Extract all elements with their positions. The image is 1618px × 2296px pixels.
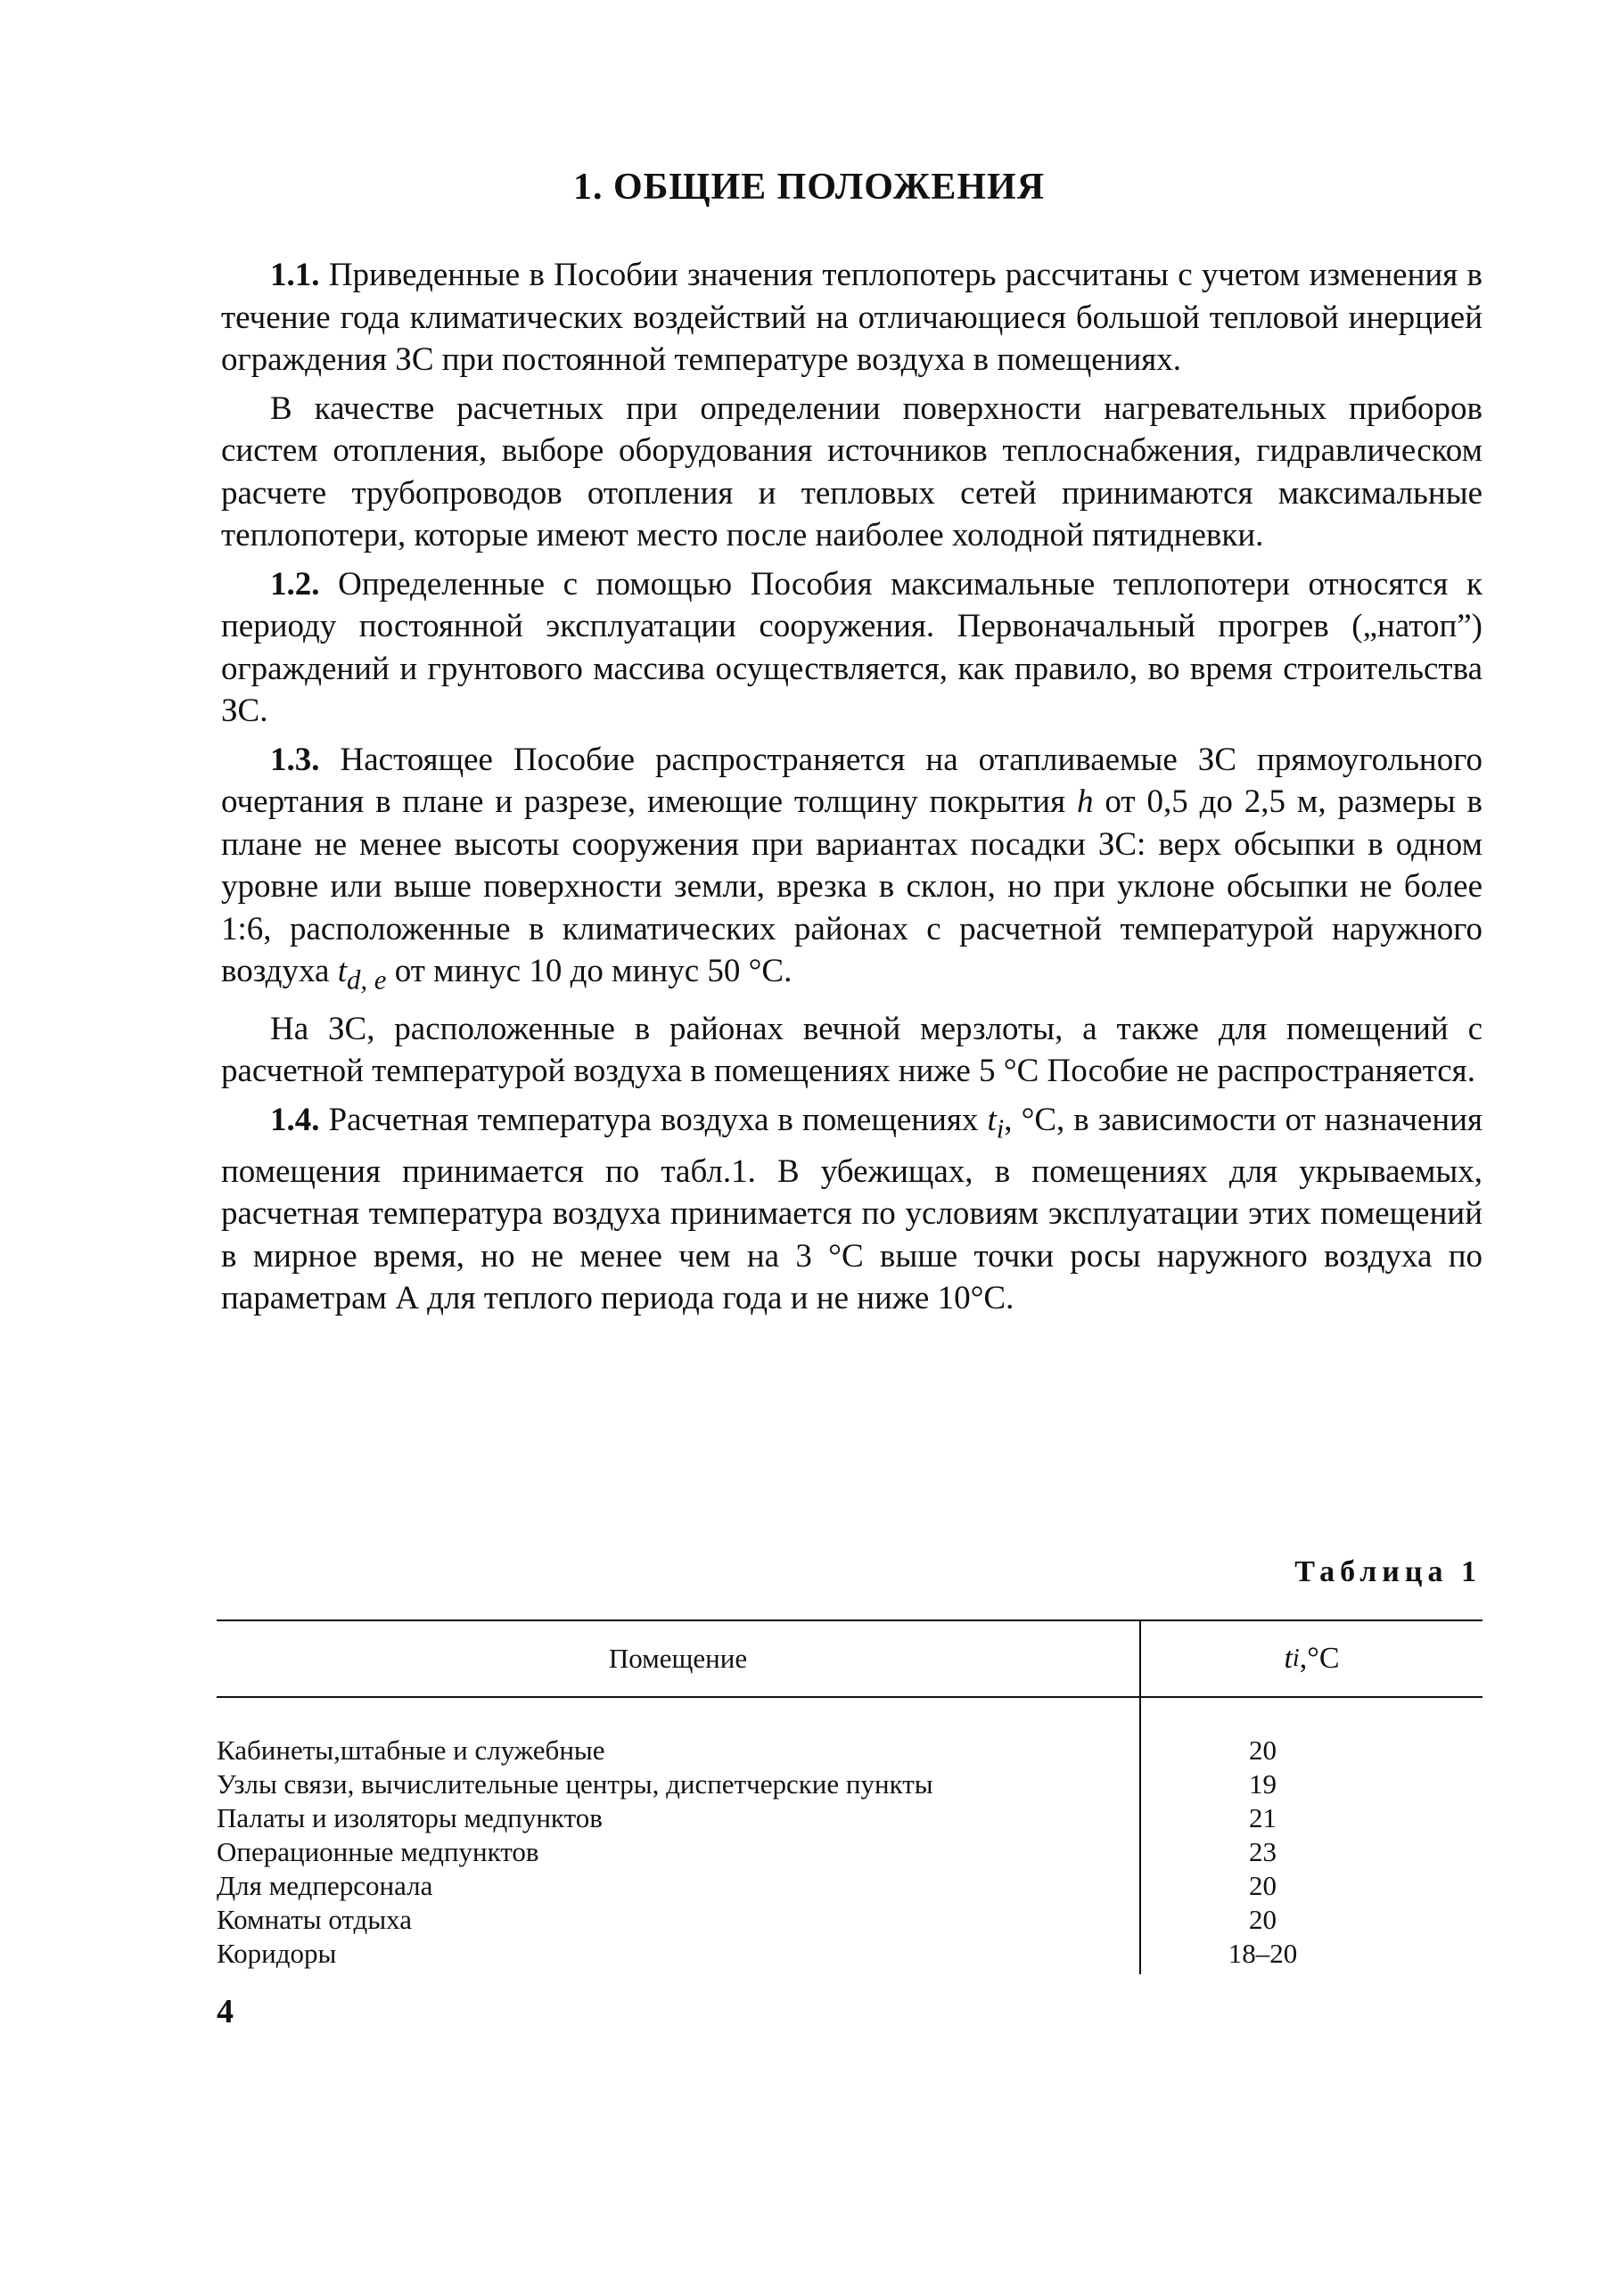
table-cell-temp: 20 [1249,1870,1277,1901]
paragraph-1-1-cont [221,388,1482,557]
table-cell-room: Для медперсонала [217,1870,433,1901]
table-cell-temp: 23 [1249,1836,1277,1867]
variable-symbol: t [337,953,347,989]
header-temp-subscript: i [1292,1644,1300,1672]
table-cell-room: Операционные медпунктов [217,1836,539,1867]
paragraph-number: 1.2. [270,565,320,603]
temperature-column [1141,1698,1482,1974]
section-heading: 1. ОБЩИЕ ПОЛОЖЕНИЯ [572,167,1046,208]
table-cell-room: Узлы связи, вычислительные центры, диспетчерские пункты [217,1768,933,1800]
paragraph-text: В качестве расчетных при определении поверхности нагревательных приборов систем отопления, выборе оборудования источников теплоснабжения, гидравлическом расчете трубопроводов отопления и тепловых сетей принимаются максимальные теплопотери, которые имеют место после наиболее холодной пятидневки. [221,390,1482,554]
table-cell-temp: 20 [1249,1904,1277,1935]
paragraph-1-1 [221,254,1482,381]
paragraph-1-3-cont [221,1008,1482,1093]
table-cell-room: Коридоры [217,1938,337,1969]
paragraph-number: 1.1. [270,257,320,293]
variable-subscript: d, e [346,964,387,996]
paragraph-number: 1.3. [270,741,320,778]
table-cell-temp: 21 [1249,1802,1277,1833]
paragraph-text: Настоящее Пособие распространяется на отапливаемые ЗС прямоугольного очертания в плане и разрезе, имеющие толщину покрытия [221,741,1482,820]
paragraph-1-4 [221,1099,1482,1320]
page-number: 4 [217,1993,234,2030]
table-cell-temp: 20 [1249,1734,1277,1766]
paragraph-text: Приведенные в Пособии значения теплопотерь рассчитаны с учетом изменения в течение года климатических воздействий на отличающиеся большой тепловой инерцией ограждения ЗС при постоянной температуре воздуха в помещениях. [221,257,1482,378]
header-temp-symbol: t [1284,1642,1293,1675]
variable-h: h [1077,783,1094,820]
table-cell-room: Кабинеты,штабные и служебные [217,1734,605,1766]
paragraph-text: , °С, в зависимости от назначения помещения принимается по табл.1. В убежищах, в помещениях для укрываемых, расчетная температура воздуха принимается по условиям эксплуатации этих помещений в мирное время, но не менее чем на 3 °С выше точки росы наружного воздуха по параметрам А для теплого периода года и не ниже 10°С. [221,1101,1483,1317]
paragraph-text: На ЗС, расположенные в районах вечной мерзлоты, а также для помещений с расчетной температурой воздуха в помещениях ниже 5 °С Пособие не распространяется. [221,1010,1482,1090]
paragraph-1-2 [221,563,1482,733]
header-room: Помещение [217,1621,1141,1696]
room-column [217,1698,1141,1974]
variable-t [987,1101,1005,1144]
table-cell-temp: 18–20 [1228,1938,1298,1969]
paragraph-text: Определенные с помощью Пособия максимальные теплопотери относятся к периоду постоянной эксплуатации сооружения. Первоначальный прогрев („натоп”) ограждений и грунтового массива осуществляется, как правило, во время строительства ЗС. [221,565,1482,729]
table-cell-room: Комнаты отдыха [217,1904,413,1935]
paragraph-number: 1.4. [270,1101,320,1138]
table-header [217,1621,1482,1696]
variable-symbol: t [987,1101,997,1138]
paragraph-text: от минус 10 до минус 50 °С. [394,953,793,989]
paragraph-1-3 [221,739,1482,1002]
table-cell-temp: 19 [1249,1768,1277,1800]
temperature-table [217,1620,1482,1974]
paragraph-text: от 0,5 до 2,5 м, размеры в плане не менее высоты сооружения при вариантах посадки ЗС: верх обсыпки в одном уровне или выше поверхности земли, врезка в склон, но при уклоне обсыпки не более 1:6, расположенные в климатических районах с расчетной температурой наружного воздуха [221,783,1483,989]
variable-t [337,953,387,996]
table-cell-room: Палаты и изоляторы медпунктов [217,1802,603,1833]
body-text [221,254,1482,1326]
header-temp-unit: ,°С [1299,1642,1340,1675]
variable-subscript: i [996,1113,1005,1144]
paragraph-text: Расчетная температура воздуха в помещениях [328,1101,979,1138]
header-temperature [1141,1621,1482,1696]
table-caption: Таблица 1 [1294,1555,1482,1588]
table-body [217,1698,1482,1974]
